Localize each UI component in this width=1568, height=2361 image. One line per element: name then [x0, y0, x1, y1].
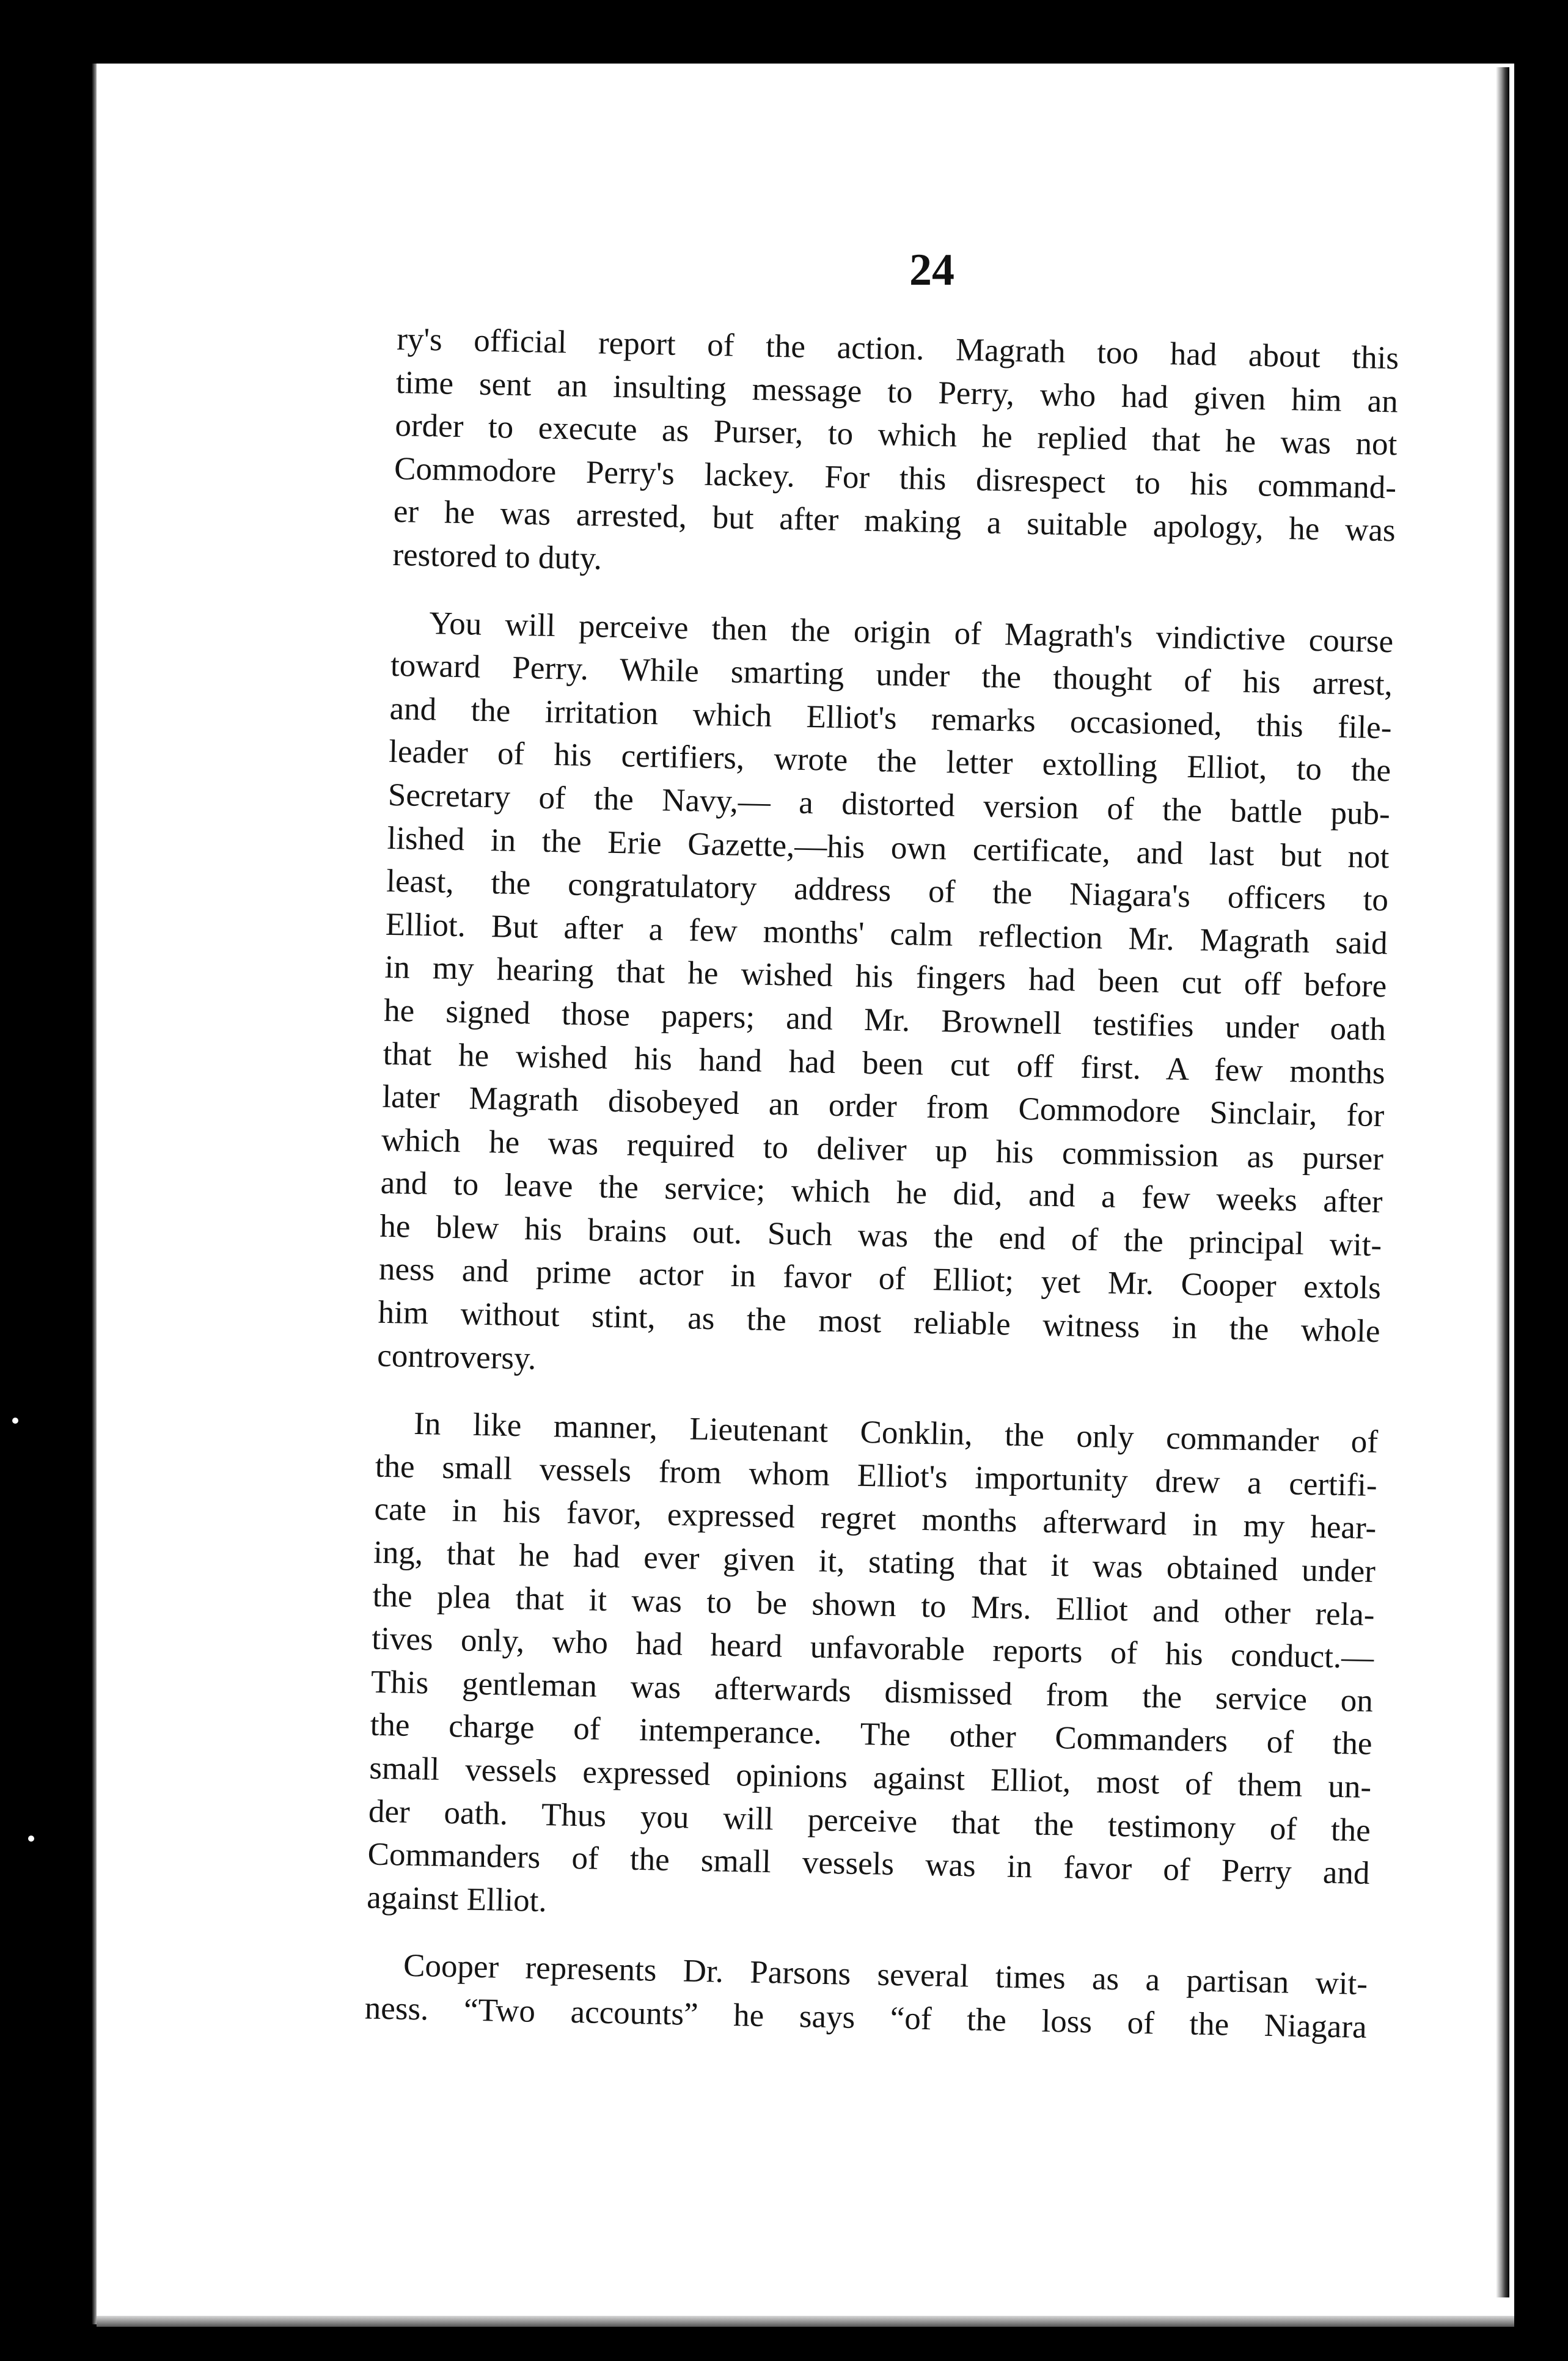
page-bottom-edge: [97, 2316, 1514, 2327]
text-line: cate in his favor, expressed regret months afterward in my hear-: [373, 1492, 1377, 1547]
text-line: the small vessels from whom Elliot's importunity drew a certifi-: [375, 1448, 1378, 1503]
text-line: the charge of intemperance. The other Commanders of the: [370, 1707, 1373, 1762]
text-line: Commanders of the small vessels was in favor of Perry and: [367, 1836, 1370, 1892]
text-line: Cooper represents Dr. Parsons several times as a partisan wit-: [403, 1948, 1368, 2002]
text-line: he signed those papers; and Mr. Brownell testifies under oath: [383, 992, 1387, 1048]
text-line: the plea that it was to be shown to Mrs. Elliot and other rela-: [372, 1578, 1376, 1633]
text-line: Secretary of the Navy,— a distorted version of the battle pub-: [387, 777, 1391, 832]
body-text: [364, 318, 1399, 2049]
text-line: later Magrath disobeyed an order from Commodore Sinclair, for: [381, 1078, 1385, 1134]
text-line: This gentleman was afterwards dismissed from the service on: [370, 1664, 1374, 1719]
page-right-edge: [1496, 67, 1509, 2297]
paragraph: [392, 318, 1399, 596]
text-line: der oath. Thus you will perceive that the testimony of the: [368, 1793, 1371, 1848]
text-line: ness. “Two accounts” he says “of the loss of the Niagara: [364, 1990, 1368, 2045]
text-line: order to execute as Purser, to which he replied that he was not: [395, 408, 1398, 463]
scan-speck: [12, 1418, 18, 1424]
text-line: In like manner, Lieutenant Conklin, the only commander of: [413, 1406, 1379, 1460]
text-line: ing, that he had ever given it, stating that it was obtained under: [373, 1534, 1376, 1590]
text-line: and to leave the service; which he did, and a few weeks after: [380, 1165, 1383, 1220]
scan-speck: [28, 1836, 34, 1842]
paragraph: [377, 601, 1394, 1396]
text-line: Elliot. But after a few months' calm reflection Mr. Magrath said: [385, 906, 1388, 962]
text-line: time sent an insulting message to Perry, who had given him an: [395, 364, 1399, 420]
text-line: against Elliot.: [366, 1880, 548, 1919]
text-line: er he was arrested, but after making a suitable apology, he was: [393, 494, 1396, 549]
text-line: toward Perry. While smarting under the thought of his arrest,: [390, 648, 1393, 703]
text-line: least, the congratulatory address of the Niagara's officers to: [386, 863, 1389, 918]
text-line: ness and prime actor in favor of Elliot; yet Mr. Cooper extols: [378, 1251, 1382, 1306]
paragraph: [367, 1402, 1379, 1938]
text-line: leader of his certifiers, wrote the letter extolling Elliot, to the: [388, 734, 1391, 789]
text-line: Commodore Perry's lackey. For this disrespect to his command-: [394, 450, 1397, 506]
text-line: restored to duty.: [392, 536, 603, 577]
text-line: which he was required to deliver up his commission as purser: [381, 1122, 1384, 1177]
text-line: You will perceive then the origin of Magrath's vindictive course: [428, 605, 1394, 659]
text-line: him without stint, as the most reliable witness in the whole: [378, 1294, 1380, 1350]
text-line: and the irritation which Elliot's remarks occasioned, this file-: [389, 690, 1392, 746]
text-line: tives only, who had heard unfavorable reports of his conduct.—: [371, 1620, 1374, 1676]
text-line: he blew his brains out. Such was the end of the principal wit-: [379, 1208, 1382, 1264]
text-line: that he wished his hand had been cut off first. A few months: [383, 1036, 1386, 1091]
text-line: in my hearing that he wished his fingers had been cut off before: [384, 950, 1387, 1005]
text-line: controversy.: [376, 1338, 537, 1377]
text-line: small vessels expressed opinions against Elliot, most of them un-: [368, 1750, 1372, 1806]
text-line: ry's official report of the action. Magrath too had about this: [396, 321, 1399, 376]
text-line: lished in the Erie Gazette,—his own certificate, and last but not: [387, 820, 1390, 875]
page-number: 24: [909, 245, 954, 295]
